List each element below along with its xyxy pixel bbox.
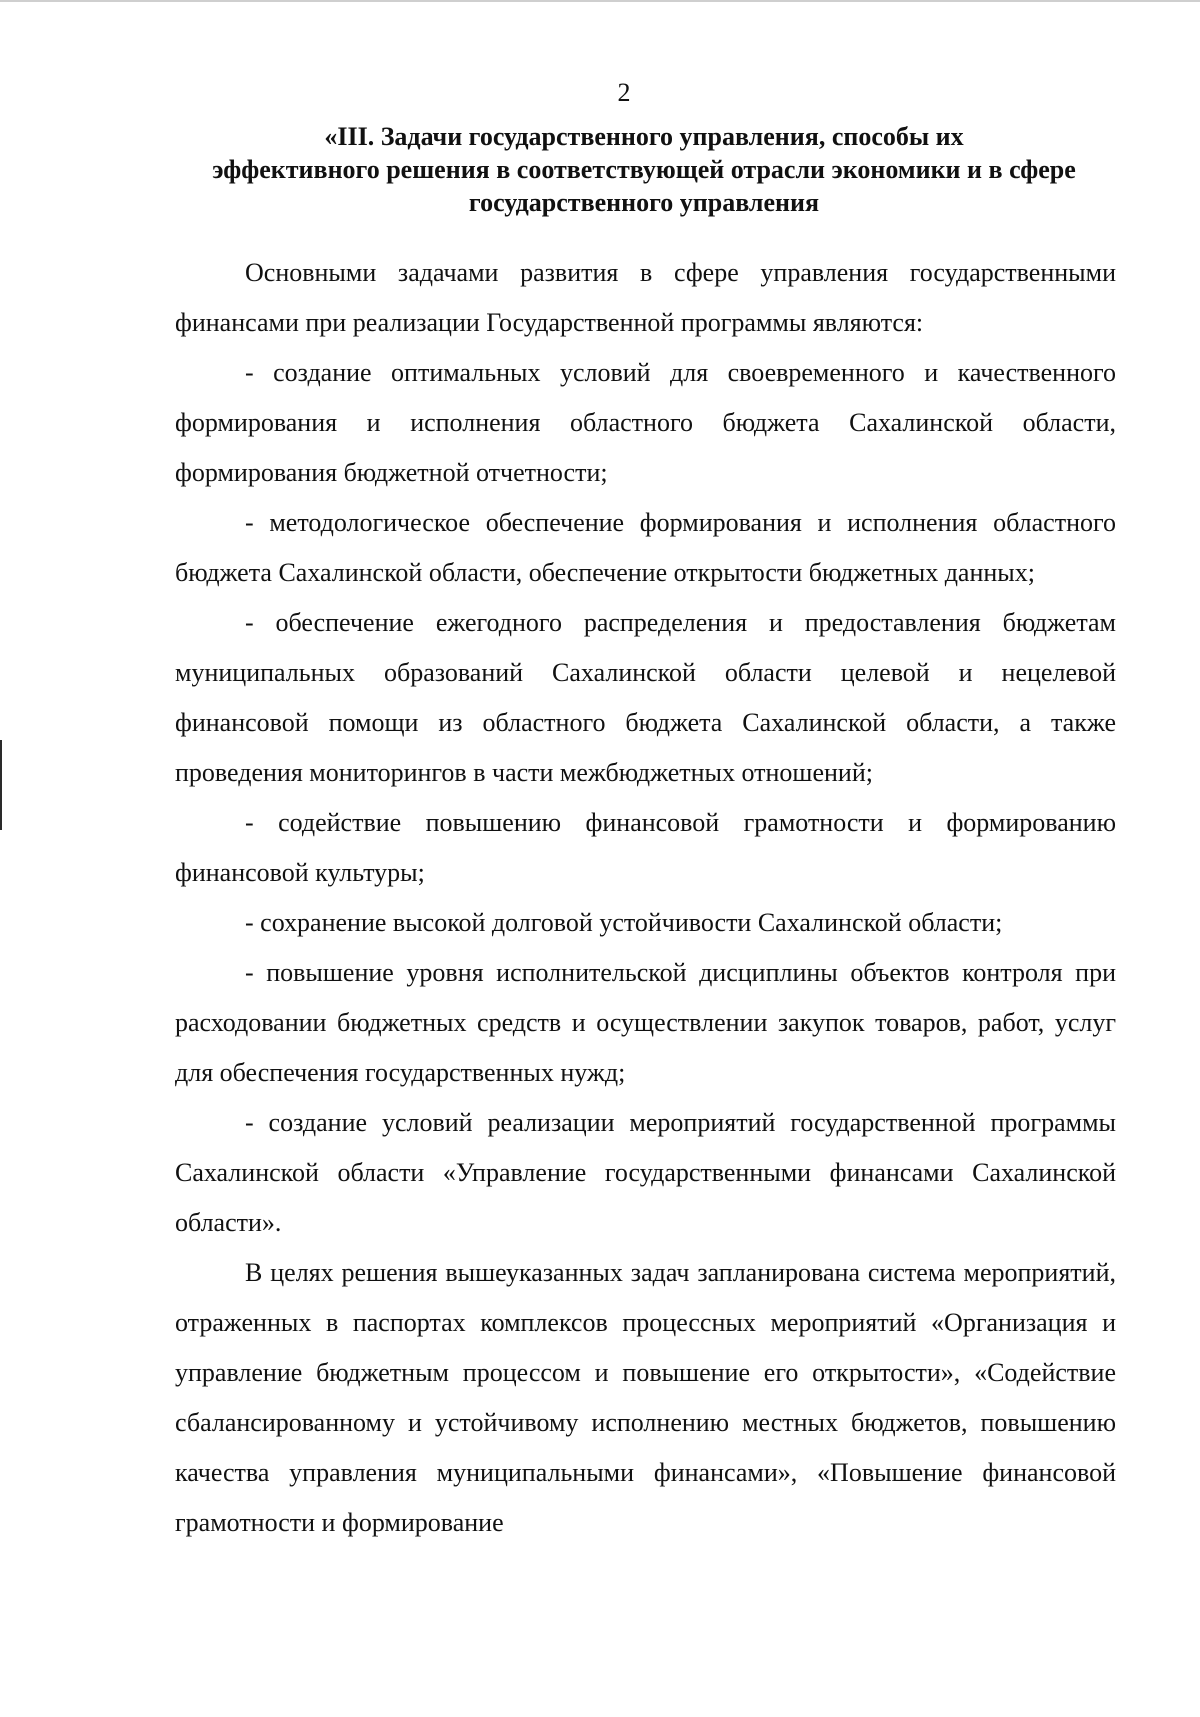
paragraph-task-literacy: - содействие повышению финансовой грамотности и формированию финансовой культуры; xyxy=(175,808,1116,887)
paragraph-task-control: - повышение уровня исполнительской дисциплины объектов контроля при расходовании бюджетных средств и осуществлении закупок товаров, работ, услуг для обеспечения государственных нужд; xyxy=(175,958,1116,1087)
paragraph-intro: Основными задачами развития в сфере управления государственными финансами при реализации Государственной программы являются: xyxy=(175,258,1116,337)
page-number: 2 xyxy=(617,78,631,107)
paragraph-task-debt: - сохранение высокой долговой устойчивости Сахалинской области; xyxy=(245,908,1003,937)
section-heading-line-3: государственного управления xyxy=(468,188,820,217)
paragraph-task-methodology: - методологическое обеспечение формирования и исполнения областного бюджета Сахалинской области, обеспечение открытости бюджетных данных; xyxy=(175,508,1116,587)
scan-top-edge xyxy=(0,0,1200,2)
section-heading-line-2: эффективного решения в соответствующей отрасли экономики и в сфере xyxy=(212,155,1076,184)
document-body xyxy=(175,248,1116,1548)
paragraph-task-transfers: - обеспечение ежегодного распределения и предоставления бюджетам муниципальных образований Сахалинской области целевой и нецелевой финансовой помощи из областного бюджета Сахалинской области, а также проведения мониторингов в части межбюджетных отношений; xyxy=(175,608,1116,787)
paragraph-task-program: - создание условий реализации мероприятий государственной программы Сахалинской области «Управление государственными финансами Сахалинской области». xyxy=(175,1108,1116,1237)
section-heading-line-1: «III. Задачи государственного управления, способы их xyxy=(324,122,964,151)
scan-left-mark xyxy=(0,740,2,830)
paragraph-task-budget-formation: - создание оптимальных условий для своевременного и качественного формирования и исполнения областного бюджета Сахалинской области, формирования бюджетной отчетности; xyxy=(175,358,1116,487)
paragraph-measures: В целях решения вышеуказанных задач запланирована система мероприятий, отраженных в паспортах комплексов процессных мероприятий «Организация и управление бюджетным процессом и повышение его открытости», «Содействие сбалансированному и устойчивому исполнению местных бюджетов, повышению качества управления муниципальными финансами», «Повышение финансовой грамотности и формирование xyxy=(175,1258,1116,1537)
section-heading xyxy=(170,120,1118,219)
